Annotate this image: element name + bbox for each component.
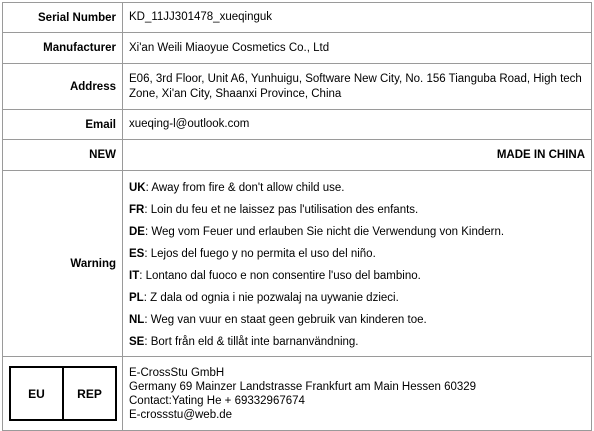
warning-line-se xyxy=(129,331,585,353)
warning-row xyxy=(3,171,592,357)
eu-badge-text: EU xyxy=(28,386,45,401)
email-value: xueqing-l@outlook.com xyxy=(123,110,592,140)
eu-rep-badge xyxy=(9,366,117,421)
manufacturer-row xyxy=(3,33,592,64)
warning-line-pl xyxy=(129,287,585,309)
warning-text: : Lontano dal fuoco e non consentire l'uso del bambino. xyxy=(139,270,421,282)
address-value: E06, 3rd Floor, Unit A6, Yunhuigu, Software New City, No. 156 Tianguba Road, High tech Zone, Xi'an City, Shaanxi Province, China xyxy=(123,64,592,110)
warning-line-it xyxy=(129,265,585,287)
eu-rep-company: E-CrossStu GmbH xyxy=(129,366,225,379)
eu-rep-badge-cell xyxy=(3,357,123,431)
warning-code: SE xyxy=(129,336,145,348)
warning-code: DE xyxy=(129,226,145,238)
manufacturer-value: Xi'an Weili Miaoyue Cosmetics Co., Ltd xyxy=(123,33,592,64)
warning-code: ES xyxy=(129,248,145,260)
eu-rep-details xyxy=(129,366,585,422)
warning-line-de xyxy=(129,221,585,243)
address-row xyxy=(3,64,592,110)
warning-label: Warning xyxy=(3,171,123,357)
warning-text-cell xyxy=(123,171,592,357)
made-in-china-text: MADE IN CHINA xyxy=(123,140,592,171)
warning-text: : Loin du feu et ne laissez pas l'utilisation des enfants. xyxy=(144,204,419,216)
warning-text: : Away from fire & don't allow child use. xyxy=(145,182,345,194)
eu-rep-contact: Contact:Yating He + 69332967674 xyxy=(129,394,305,407)
eu-rep-row xyxy=(3,357,592,431)
new-row xyxy=(3,140,592,171)
warning-code: FR xyxy=(129,204,145,216)
warning-code: NL xyxy=(129,314,145,326)
warning-code: IT xyxy=(129,270,140,282)
warning-text: : Bort från eld & tillåt inte barnanvändning. xyxy=(144,336,359,348)
eu-rep-email: E-crossstu@web.de xyxy=(129,408,233,421)
address-label: Address xyxy=(3,64,123,110)
warning-text: : Z dala od ognia i nie pozwalaj na uywanie dzieci. xyxy=(143,292,399,304)
warning-code: PL xyxy=(129,292,144,304)
warning-list xyxy=(129,174,585,353)
rep-badge-text: REP xyxy=(62,368,115,419)
serial-number-label: Serial Number xyxy=(3,3,123,33)
new-label: NEW xyxy=(3,140,123,171)
warning-text: : Weg van vuur en staat geen gebruik van kinderen toe. xyxy=(144,314,427,326)
warning-line-nl xyxy=(129,309,585,331)
warning-line-uk xyxy=(129,177,585,199)
email-row xyxy=(3,110,592,140)
eu-rep-details-cell xyxy=(123,357,592,431)
product-label-table xyxy=(2,2,592,431)
eu-rep-address: Germany 69 Mainzer Landstrasse Frankfurt am Main Hessen 60329 xyxy=(129,380,477,393)
manufacturer-label: Manufacturer xyxy=(3,33,123,64)
email-label: Email xyxy=(3,110,123,140)
warning-text: : Lejos del fuego y no permita el uso del niño. xyxy=(144,248,376,260)
serial-number-value: KD_11JJ301478_xueqinguk xyxy=(123,3,592,33)
serial-number-row xyxy=(3,3,592,33)
warning-text: : Weg vom Feuer und erlauben Sie nicht die Verwendung von Kindern. xyxy=(144,226,505,238)
warning-line-es xyxy=(129,243,585,265)
warning-line-fr xyxy=(129,199,585,221)
warning-code: UK xyxy=(129,182,146,194)
